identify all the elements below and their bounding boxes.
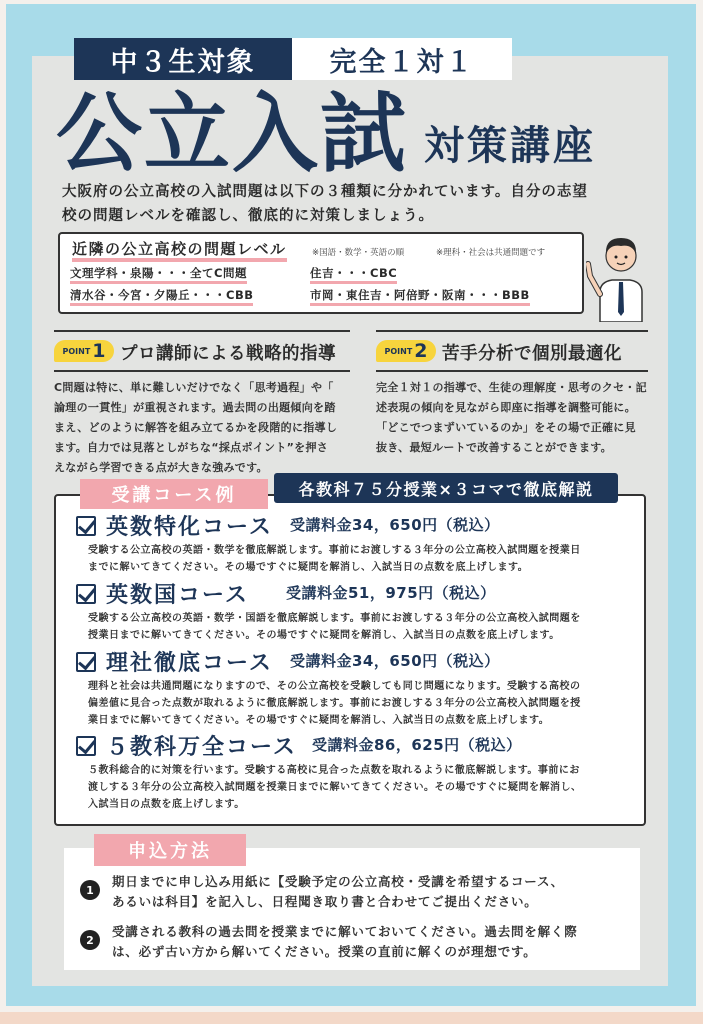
course-price: 受講料金34，650円（税込） — [290, 652, 500, 670]
checkbox-icon — [76, 584, 96, 604]
point-2-badge — [376, 340, 436, 362]
level-item: 市岡・東住吉・阿倍野・阪南・・・BBB — [310, 288, 530, 306]
body-line: まえ、どのように解答を組み立てるかを段階的に指導し — [54, 421, 338, 434]
course-description — [88, 542, 628, 576]
desc-line: 授業日までに解いてきてください。その場ですぐに疑問を解消し、入試当日の点数を底上げします。 — [88, 630, 560, 641]
desc-line: 受験する公立高校の英語・数学を徹底解説します。事前にお渡しする３年分の公立高校入試問題を授業日 — [88, 545, 581, 556]
point-1-body — [54, 378, 350, 478]
course-price: 受講料金34，650円（税込） — [290, 516, 500, 534]
course-description — [88, 610, 628, 644]
intro-line: 大阪府の公立高校の入試問題は以下の３種類に分かれています。自分の志望 — [62, 184, 588, 200]
desc-line: 受験する公立高校の英語・数学・国語を徹底解説します。事前にお渡しする３年分の公立高校入試問題を — [88, 613, 581, 624]
divider — [54, 330, 350, 332]
level-item: 清水谷・今宮・夕陽丘・・・CBB — [70, 288, 253, 306]
course-banner: 各教科７５分授業×３コマで徹底解説 — [274, 473, 618, 503]
step-line: 期日までに申し込み用紙に【受験予定の公立高校・受講を希望するコース、 — [112, 874, 564, 889]
desc-line: 偏差値に見合った点数が取れるように徹底解説します。事前にお渡しする３年分の公立高校入試問題を授 — [88, 698, 581, 709]
level-item: 文理学科・泉陽・・・全てC問題 — [70, 266, 247, 284]
desc-line: 業日までに解いてきてください。その場ですぐに疑問を解消し、入試当日の点数を底上げします。 — [88, 715, 550, 726]
step-2-text — [112, 922, 622, 962]
body-line: えながら学習できる点が大きな強みです。 — [54, 461, 268, 474]
desc-line: 理科と社会は共通問題になりますので、その公立高校を受験しても同じ問題になります。受験する高校の — [88, 681, 581, 692]
point-2-heading: 苦手分析で個別最適化 — [442, 344, 622, 364]
body-line: C問題は特に、単に難しいだけでなく「思考過程」や「 — [54, 381, 334, 394]
apply-section-label: 申込方法 — [94, 834, 246, 866]
page-subtitle: 対策講座 — [424, 123, 596, 169]
point-badge-number: 2 — [414, 340, 428, 362]
body-line: 「どこでつまずいているのか」をその場で正確に見 — [376, 421, 636, 434]
point-1-heading: プロ講師による戦略的指導 — [120, 344, 336, 364]
course-description — [88, 762, 628, 813]
course-description — [88, 678, 628, 729]
step-line: は、必ず古い方から解いてください。授業の直前に解くのが理想です。 — [112, 944, 537, 959]
target-tag: 中３生対象 — [74, 38, 292, 80]
checkbox-icon — [76, 736, 96, 756]
level-box — [58, 232, 584, 314]
format-tag: 完全１対１ — [292, 38, 512, 80]
step-1-text — [112, 872, 622, 912]
step-line: あるいは科目】を記入し、日程聞き取り書と合わせてご提出ください。 — [112, 894, 538, 909]
level-title: 近隣の公立高校の問題レベル — [72, 240, 287, 262]
course-price: 受講料金51，975円（税込） — [286, 584, 496, 602]
divider — [376, 370, 648, 372]
checkbox-icon — [76, 516, 96, 536]
course-section-label: 受講コース例 — [80, 479, 268, 509]
course-name: ５教科万全コース — [106, 735, 297, 760]
point-badge-number: 1 — [92, 340, 106, 362]
divider — [376, 330, 648, 332]
desc-line: ５教科総合的に対策を行います。受験する高校に見合った点数を取れるように徹底解説します。事前にお — [88, 765, 580, 776]
point-2-body — [376, 378, 648, 458]
point-badge-word: POINT — [62, 346, 91, 356]
intro-text — [62, 180, 642, 228]
body-line: 完全１対１の指導で、生徒の理解度・思考のクセ・記 — [376, 381, 647, 394]
step-line: 受講される教科の過去問を授業までに解いておいてください。過去問を解く際 — [112, 924, 578, 939]
desc-line: 渡しする３年分の公立高校入試問題を授業日までに解いてきてください。その場ですぐに疑問を解消し、 — [88, 782, 582, 793]
level-item: 住吉・・・CBC — [310, 266, 397, 284]
intro-line: 校の問題レベルを確認し、徹底的に対策しましょう。 — [62, 208, 434, 224]
level-note: ※理科・社会は共通問題です — [436, 248, 546, 258]
step-2-number-icon: 2 — [80, 930, 100, 950]
checkbox-icon — [76, 652, 96, 672]
step-1-number-icon: 1 — [80, 880, 100, 900]
desc-line: までに解いてきてください。その場ですぐに疑問を解消し、入試当日の点数を底上げします。 — [88, 562, 529, 573]
page-title: 公立入試 — [56, 84, 408, 184]
body-line: 抜き、最短ルートで改善することができます。 — [376, 441, 612, 454]
course-price: 受講料金86，625円（税込） — [312, 736, 522, 754]
body-line: ます。自力では見落としがちな“採点ポイント”を押さ — [54, 441, 329, 454]
body-line: 論理の一貫性」が重視されます。過去問の出題傾向を踏 — [54, 401, 336, 414]
body-line: 述表現の傾向を見ながら即座に指導を調整可能に。 — [376, 401, 636, 414]
course-name: 理社徹底コース — [106, 651, 273, 676]
divider — [54, 370, 350, 372]
course-name: 英数国コース — [106, 583, 249, 608]
teacher-illustration — [586, 226, 656, 322]
level-note: ※国語・数学・英語の順 — [312, 248, 405, 258]
course-name: 英数特化コース — [106, 515, 273, 540]
desc-line: 入試当日の点数を底上げします。 — [88, 799, 245, 810]
point-1-badge — [54, 340, 114, 362]
point-badge-word: POINT — [384, 346, 413, 356]
bottom-strip — [0, 1012, 703, 1024]
